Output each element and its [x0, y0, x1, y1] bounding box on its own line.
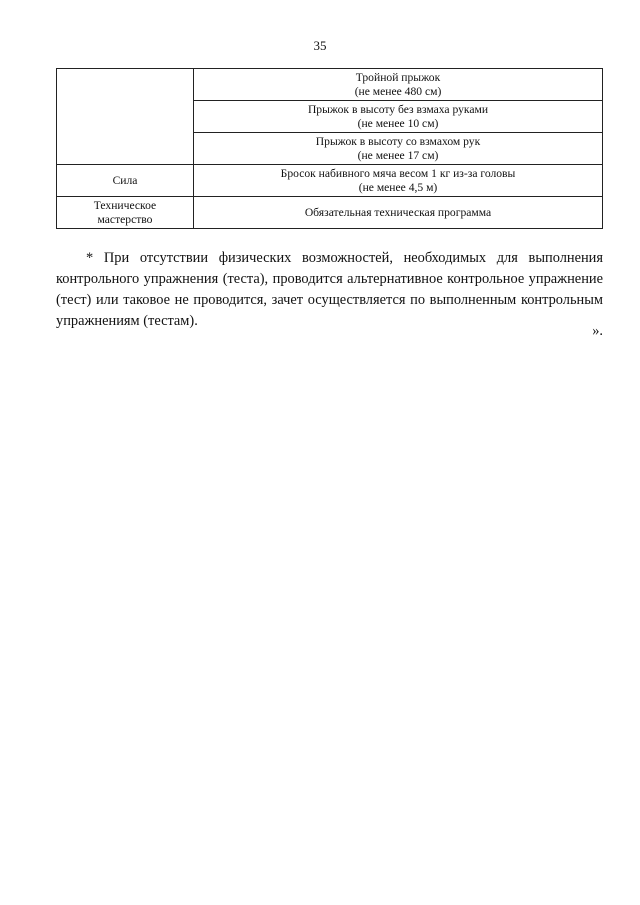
category-line: Техническое — [93, 198, 157, 212]
test-norm: (не менее 4,5 м) — [358, 180, 438, 194]
category-line: мастерство — [97, 212, 153, 226]
test-cell — [194, 165, 603, 197]
test-cell — [194, 69, 603, 101]
test-cell — [194, 101, 603, 133]
test-name: Обязательная техническая программа — [304, 205, 492, 219]
category-cell: Сила — [57, 165, 194, 197]
test-name: Тройной прыжок — [355, 70, 441, 84]
test-name: Бросок набивного мяча весом 1 кг из-за головы — [280, 166, 516, 180]
table-row — [57, 165, 603, 197]
category-cell-empty — [57, 69, 194, 165]
test-norm: (не менее 17 см) — [357, 148, 439, 162]
page-number: 35 — [313, 38, 327, 53]
standards-table — [56, 68, 603, 229]
footnote-paragraph: * При отсутствии физических возможностей, необходимых для выполнения контрольного упражнения (теста), проводится альтернативное контрольное упражнение (тест) или таковое не проводится, зачет осуществляется по выполненным контрольным упражнениям (тестам). — [56, 250, 603, 329]
category-cell — [57, 197, 194, 229]
test-name: Прыжок в высоту со взмахом рук — [315, 134, 481, 148]
test-name: Прыжок в высоту без взмаха руками — [307, 102, 489, 116]
table-row — [57, 69, 603, 101]
closing-quote-mark: ». — [592, 323, 603, 339]
test-cell — [194, 133, 603, 165]
table-row — [57, 197, 603, 229]
test-cell — [194, 197, 603, 229]
test-norm: (не менее 480 см) — [354, 84, 442, 98]
test-norm: (не менее 10 см) — [357, 116, 439, 130]
